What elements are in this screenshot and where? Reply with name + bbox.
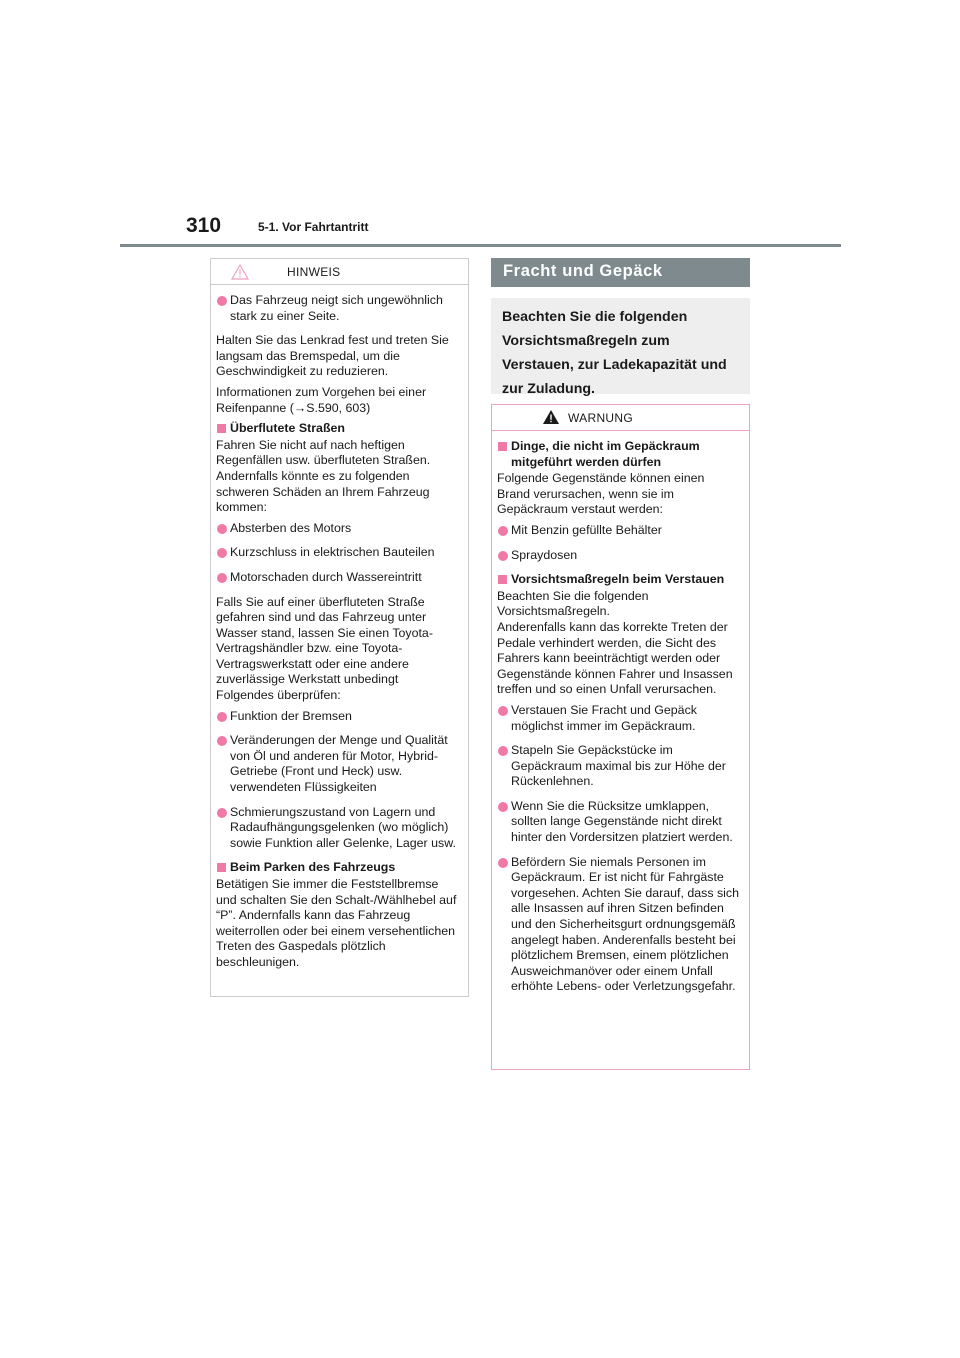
list-item: Kurzschluss in elektrischen Bauteilen (216, 545, 458, 561)
list-item: Spraydosen (497, 548, 739, 564)
list-item: Das Fahrzeug neigt sich ungewöhnlich stark zu einer Seite. (216, 293, 458, 324)
list-item: Absterben des Motors (216, 521, 458, 537)
subheading-storage-precautions: Vorsichtsmaßregeln beim Verstauen (497, 572, 739, 588)
paragraph: Anderenfalls kann das korrekte Treten der Pedale verhindert werden, die Sicht des Fahrers kann beeinträchtigt werden oder Gegenstände können Fahrer und Insassen treffen und so einen Unfall verursachen. (497, 619, 733, 697)
subheading-forbidden-items: Dinge, die nicht im Gepäckraum mitgeführt werden dürfen (497, 439, 739, 470)
warning-box (491, 404, 750, 1070)
list-item: Veränderungen der Menge und Qualität von Öl und anderen für Motor, Hybrid-Getriebe (Front und Heck) usw. verwendeten Flüssigkeiten (216, 733, 458, 795)
warning-label: WARNUNG (568, 411, 633, 425)
notice-box (210, 258, 469, 997)
paragraph: Beachten Sie die folgenden Vorsichtsmaßregeln. (497, 588, 649, 619)
list-item: Schmierungszustand von Lagern und Radaufhängungsgelenken (wo möglich) sowie Funktion aller Gelenke, Lager usw. (216, 805, 458, 852)
subheading-flooded-roads: Überflutete Straßen (216, 421, 458, 437)
list-item: Wenn Sie die Rücksitze umklappen, sollten lange Gegenstände nicht direkt hinter den Vordersitzen platziert werden. (497, 799, 739, 846)
notice-header (211, 259, 468, 285)
page-number: 310 (186, 214, 222, 237)
paragraph: Folgende Gegenstände können einen Brand verursachen, wenn sie im Gepäckraum verstaut werden: (497, 471, 705, 517)
header-rule (120, 244, 841, 247)
section-title: Fracht und Gepäck (503, 262, 663, 280)
caution-triangle-icon (231, 264, 249, 280)
paragraph: Betätigen Sie immer die Feststellbremse und schalten Sie den Schalt-/Wählhebel auf “P”. Andernfalls kann das Fahrzeug weiterrollen oder bei einem versehentlichen Treten des Gaspedals plötzlich beschleunigen. (216, 877, 457, 969)
paragraph: Halten Sie das Lenkrad fest und treten Sie langsam das Bremspedal, um die Geschwindigkeit zu reduzieren. (216, 333, 449, 379)
list-item: Verstauen Sie Fracht und Gepäck möglichst immer im Gepäckraum. (497, 703, 739, 734)
section-intro: Beachten Sie die folgenden Vorsichtsmaßregeln zum Verstauen, zur Ladekapazität und zur Zuladung. (491, 298, 750, 394)
warning-triangle-icon (542, 409, 560, 425)
list-item: Befördern Sie niemals Personen im Gepäckraum. Er ist nicht für Fahrgäste vorgesehen. Achten Sie darauf, dass sich alle Insassen auf ihren Sitzen befinden und den Sicherheitsgurt ordnungsgemäß angelegt haben. Anderenfalls besteht bei plötzlichem Bremsen, einem plötzlichen Ausweichmanöver oder einem Unfall erhöhte Lebens- oder Verletzungsgefahr. (497, 855, 739, 995)
list-item: Funktion der Bremsen (216, 709, 458, 725)
notice-label: HINWEIS (287, 265, 341, 279)
list-item: Mit Benzin gefüllte Behälter (497, 523, 739, 539)
list-item: Stapeln Sie Gepäckstücke im Gepäckraum maximal bis zur Höhe der Rückenlehnen. (497, 743, 739, 790)
paragraph: Informationen zum Vorgehen bei einer Reifenpanne (→S.590, 603) (216, 384, 427, 415)
paragraph: Fahren Sie nicht auf nach heftigen Regenfällen usw. überfluteten Straßen. Andernfalls könnte es zu folgenden schweren Schäden an Ihrem Fahrzeug kommen: (216, 437, 431, 515)
paragraph: Falls Sie auf einer überfluteten Straße gefahren sind und das Fahrzeug unter Wasser stand, lassen Sie einen Toyota-Vertragshändler bzw. eine Toyota-Vertragswerkstatt oder eine andere zuverlässige Werkstatt unbedingt Folgendes überprüfen: (216, 594, 433, 703)
subheading-parking: Beim Parken des Fahrzeugs (216, 860, 458, 876)
chapter-title: 5-1. Vor Fahrtantritt (258, 220, 369, 234)
section-banner (491, 258, 750, 287)
warning-header (492, 405, 749, 431)
list-item: Motorschaden durch Wassereintritt (216, 570, 458, 586)
